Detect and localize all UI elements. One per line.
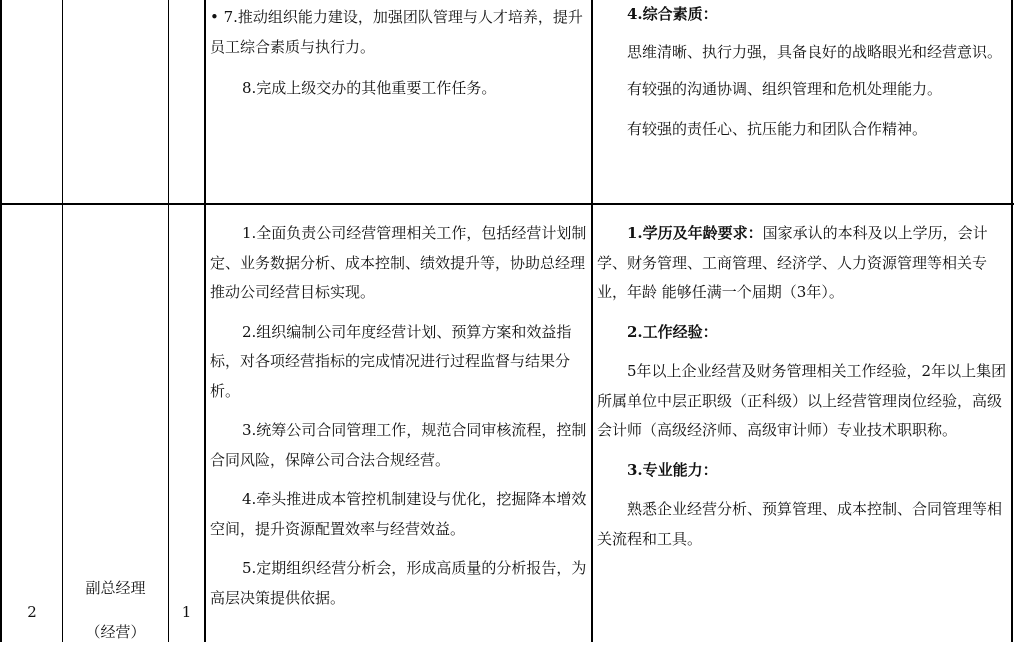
row1-requirements-cell [597, 0, 1009, 144]
table-border-right [1011, 0, 1013, 642]
row2-duty-2: 2.组织编制公司年度经营计划、预算方案和效益指标，对各项经营指标的完成情况进行过程监督与结果分析。 [210, 322, 572, 400]
row-divider [0, 203, 1014, 205]
column-divider-position [168, 0, 169, 642]
row1-req-heading: 4.综合素质： [627, 5, 718, 23]
row2-req-2-heading: 2.工作经验： [627, 322, 718, 341]
row2-count: 1 [181, 603, 192, 621]
row1-duty-7: • 7.推动组织能力建设，加强团队管理与人才培养，提升员工综合素质与执行力。 [210, 8, 583, 56]
row2-duty-5: 5.定期组织经营分析会，形成高质量的分析报告，为高层决策提供依据。 [210, 559, 587, 607]
column-divider-duties [591, 0, 593, 642]
row2-duty-4: 4.牵头推进成本管控机制建设与优化，挖掘降本增效空间，提升资源配置效率与经营效益。 [210, 490, 587, 538]
table-border-left [0, 0, 2, 642]
row2-req-1-text: 国家承认的本科及以上学历，会计学、财务管理、工商管理、经济学、人力资源管理等相关专业，年龄 能够任满一个届期（3年）。 [597, 224, 988, 301]
row1-req-line-3: 有较强的责任心、抗压能力和团队合作精神。 [627, 119, 928, 138]
column-divider-count [204, 0, 206, 642]
row1-duties-cell [210, 3, 588, 104]
column-divider-index [62, 0, 63, 642]
row2-index: 2 [27, 603, 37, 621]
row2-req-1 [597, 219, 1009, 308]
row2-duty-3: 3.统筹公司合同管理工作，规范合同审核流程，控制合同风险，保障公司合法合规经营。 [210, 421, 587, 469]
row2-req-1-heading: 1.学历及年龄要求： [627, 224, 763, 242]
row2-position-line1: 副总经理 [85, 579, 146, 597]
row1-req-line-2: 有较强的沟通协调、组织管理和危机处理能力。 [627, 80, 943, 98]
row1-duty-8: 8.完成上级交办的其他重要工作任务。 [242, 79, 497, 97]
row2-req-3-text: 熟悉企业经营分析、预算管理、成本控制、合同管理等相关流程和工具。 [597, 500, 1003, 548]
row2-position-line2: （经营） [85, 623, 146, 641]
row2-duty-1: 1.全面负责公司经营管理相关工作，包括经营计划制定、业务数据分析、成本控制、绩效提升等，协助总经理推动公司经营目标实现。 [210, 224, 587, 301]
row2-req-2-text: 5年以上企业经营及财务管理相关工作经验，2年以上集团所属单位中层正职级（正科级）以上经营管理岗位经验，高级会计师（高级经济师、高级审计师）专业技术职职称。 [597, 362, 1007, 439]
row2-duties-cell [210, 219, 588, 613]
row1-req-line-1: 思维清晰、执行力强，具备良好的战略眼光和经营意识。 [627, 42, 1003, 61]
row2-requirements-cell [597, 219, 1009, 554]
row2-req-3-heading: 3.专业能力： [627, 460, 718, 479]
